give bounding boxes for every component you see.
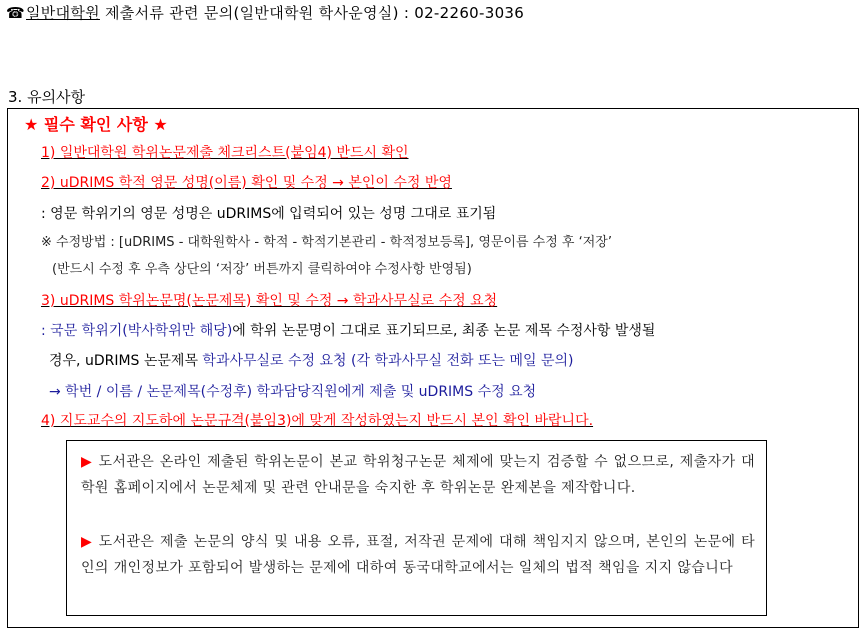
notice-item-3-detail-2-a: 경우, uDRIMS 논문제목	[49, 353, 203, 369]
notice-item-3-detail-2	[49, 351, 574, 371]
library-para-2-text: 도서관은 제출 논문의 양식 및 내용 오류, 표절, 저작권 문제에 대해 책임지지 않으며, 본인의 논문에 타인의 개인정보가 포함되어 발생하는 문제에 대하여 동국대학교에서는 일체의 법적 책임을 지지 않습니다	[81, 534, 755, 576]
contact-text: 제출서류 관련 문의(일반대학원 학사운영실) : 02-2260-3036	[99, 4, 525, 22]
notice-item-3-detail-2-b: 학과사무실로 수정 요청 (각 학과사무실 전화 또는 메일 문의)	[202, 353, 574, 369]
notice-item-2-method: ※ 수정방법 : [uDRIMS - 대학원학사 - 학적 - 학적기본관리 - 학적정보등록], 영문이름 수정 후 ‘저장’	[41, 235, 613, 250]
library-para-2	[81, 529, 755, 581]
library-para-1	[81, 449, 755, 501]
notice-item-2: 2) uDRIMS 학적 영문 성명(이름) 확인 및 수정 → 본인이 수정 반영	[41, 175, 452, 191]
notice-item-4: 4) 지도교수의 지도하에 논문규격(붙임3)에 맞게 작성하였는지 반드시 본인 확인 바랍니다.	[41, 413, 594, 429]
notice-item-3-detail-3: → 학번 / 이름 / 논문제목(수정후) 학과담당직원에게 제출 및 uDRIMS 수정 요청	[49, 384, 537, 400]
notice-item-3-detail	[41, 321, 655, 341]
notice-item-2-method-note: (반드시 수정 후 우측 상단의 ‘저장’ 버튼까지 클릭하여야 수정사항 반영됨)	[52, 262, 472, 277]
library-para-1-text: 도서관은 온라인 제출된 학위논문이 본교 학위청구논문 체제에 맞는지 검증할 수 없으므로, 제출자가 대학원 홈페이지에서 논문체제 및 관련 안내문을 숙지한 후 학위논문 완제본을 제작합니다.	[81, 454, 755, 496]
notice-item-3-detail-a: : 국문 학위기(박사학위만 해당)	[41, 323, 233, 339]
section-title: 3. 유의사항	[8, 88, 86, 106]
notice-item-3-detail-b: 에 학위 논문명이 그대로 표기되므로, 최종 논문 제목 수정사항 발생될	[232, 323, 656, 339]
notice-box	[7, 108, 859, 628]
notice-item-3: 3) uDRIMS 학위논문명(논문제목) 확인 및 수정 → 학과사무실로 수정 요청	[41, 293, 498, 309]
contact-org: 일반대학원	[26, 4, 100, 22]
library-notice-box	[66, 440, 767, 616]
bullet-arrow-icon: ▶	[81, 454, 93, 470]
notice-item-1: 1) 일반대학원 학위논문제출 체크리스트(붙임4) 반드시 확인	[41, 145, 409, 161]
bullet-arrow-icon: ▶	[81, 534, 93, 550]
contact-line	[6, 2, 524, 23]
phone-icon: ☎	[6, 4, 25, 22]
notice-item-2-detail: : 영문 학위기의 영문 성명은 uDRIMS에 입력되어 있는 성명 그대로 표기됨	[41, 206, 497, 222]
notice-heading: ★ 필수 확인 사항 ★	[24, 115, 168, 134]
